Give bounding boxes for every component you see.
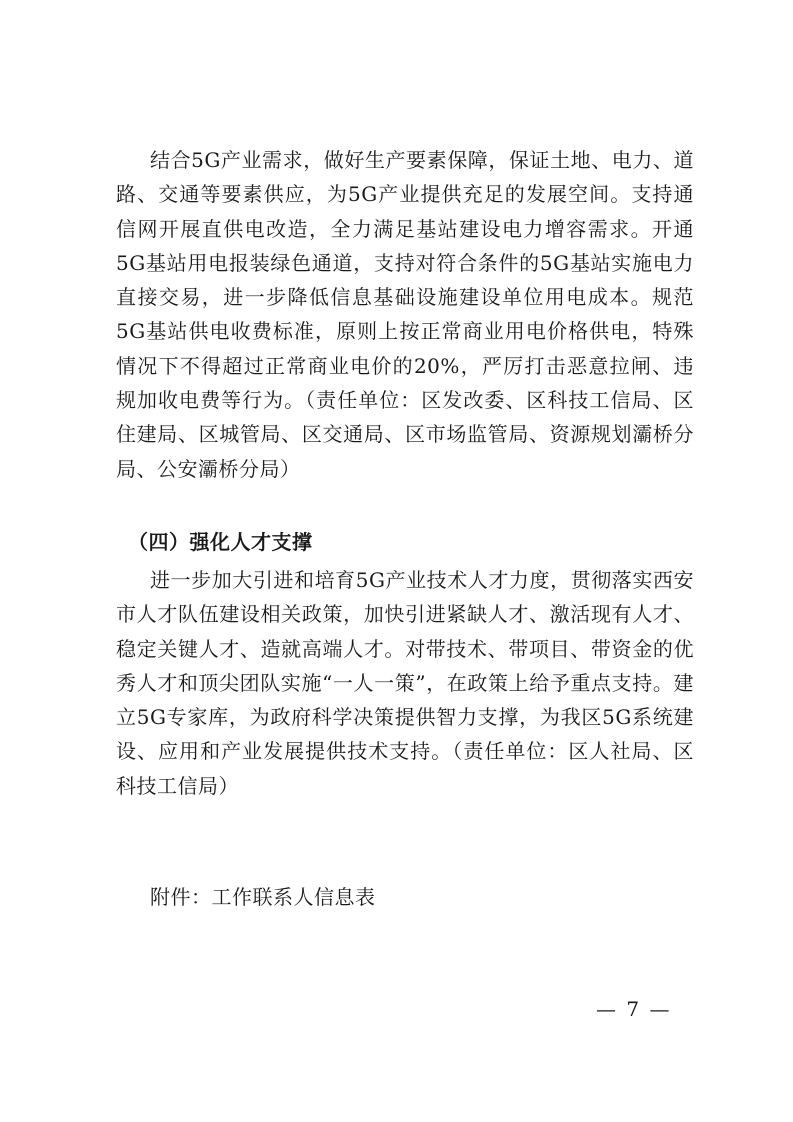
attachment-line: 附件：工作联系人信息表 [150, 885, 376, 909]
body-paragraph-1: 结合5G产业需求，做好生产要素保障，保证土地、电力、道路、交通等要素供应，为5G产业提供充足的发展空间。支持通信网开展直供电改造，全力满足基站建设电力增容需求。开通5G基站用电报装绿色通道，支持对符合条件的5G基站实施电力直接交易，进一步降低信息基础设施建设单位用电成本。规范5G基站供电收费标准，原则上按正常商业用电价格供电，特殊情况下不得超过正常商业电价的20%，严厉打击恶意拉闸、违规加收电费等行为。（责任单位：区发改委、区科技工信局、区住建局、区城管局、区交通局、区市场监管局、资源规划灞桥分局、公安灞桥分局） [116, 148, 694, 481]
body-paragraph-2: 进一步加大引进和培育5G产业技术人才力度，贯彻落实西安市人才队伍建设相关政策，加快引进紧缺人才、激活现有人才、稳定关键人才、造就高端人才。对带技术、带项目、带资金的优秀人才和顶尖团队实施“一人一策”，在政策上给予重点支持。建立5G专家库，为政府科学决策提供智力支撑，为我区5G系统建设、应用和产业发展提供技术支持。（责任单位：区人社局、区科技工信局） [116, 568, 694, 798]
page-number: — 7 — [596, 997, 672, 1021]
section-heading: （四）强化人才支撑 [128, 530, 313, 554]
